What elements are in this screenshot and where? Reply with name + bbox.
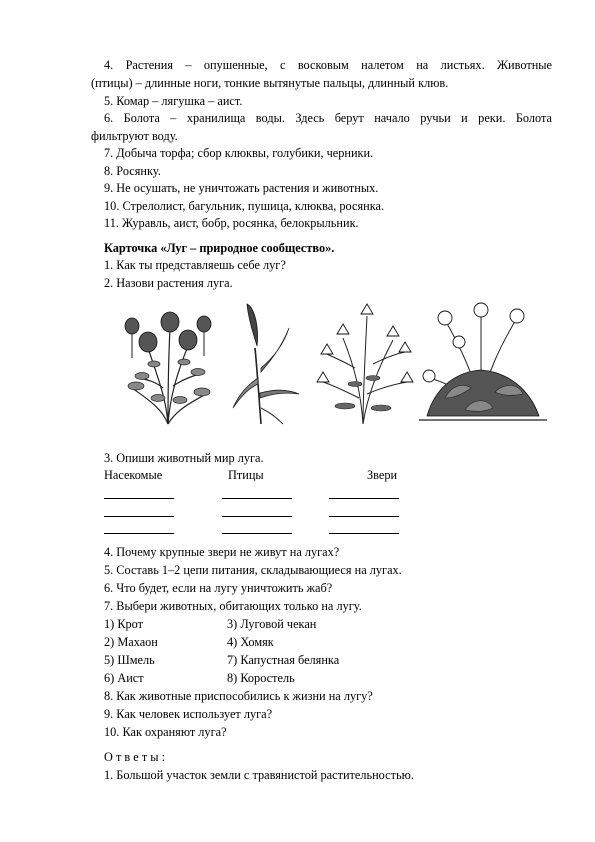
question: 2. Назови растения луга. (104, 276, 233, 290)
answer-line: 11. Журавль, аист, бобр, росянка, белокрыльник. (104, 216, 359, 230)
answer-blank[interactable] (104, 498, 174, 499)
answer-line: 1. Большой участок земли с травянистой растительностью. (104, 768, 414, 782)
option-item: 4) Хомяк (227, 635, 274, 649)
question: 4. Почему крупные звери не живут на лугах? (104, 545, 340, 559)
column-header-birds: Птицы (228, 468, 264, 482)
answer-line: 7. Добыча торфа; сбор клюквы, голубики, черники. (104, 146, 374, 160)
answers-heading: О т в е т ы : (104, 750, 166, 764)
question: 6. Что будет, если на лугу уничтожить жаб? (104, 581, 333, 595)
option-item: 2) Махаон (104, 635, 158, 649)
answer-blank[interactable] (329, 498, 399, 499)
bellflower-drawing (315, 298, 415, 426)
answer-line: 8. Росянку. (104, 164, 161, 178)
plant-illustrations (110, 298, 550, 426)
answer-line: (птицы) – длинные ноги, тонкие вытянутые пальцы, длинный клюв. (91, 76, 449, 90)
option-item: 1) Крот (104, 617, 144, 631)
column-header-beasts: Звери (367, 468, 398, 482)
card-title: Карточка «Луг – природное сообщество». (104, 241, 335, 255)
answer-blank[interactable] (329, 516, 399, 517)
question: 3. Опиши животный мир луга. (104, 451, 264, 465)
grass-spikelet-drawing (225, 298, 305, 426)
question: 7. Выбери животных, обитающих только на лугу. (104, 599, 362, 613)
answer-line: 9. Не осушать, не уничтожать растения и животных. (104, 181, 379, 195)
question: 9. Как человек использует луга? (104, 707, 273, 721)
clover-drawing (118, 298, 218, 426)
column-header-insects: Насекомые (104, 468, 163, 482)
answer-blank[interactable] (329, 533, 399, 534)
answer-line: 10. Стрелолист, багульник, пушица, клюква, росянка. (104, 199, 385, 213)
answer-blank[interactable] (222, 498, 292, 499)
option-item: 3) Луговой чекан (227, 617, 317, 631)
answer-line: 6. Болота – хранилища воды. Здесь берут начало ручьи и реки. Болота (104, 111, 552, 125)
answer-blank[interactable] (104, 533, 174, 534)
question: 10. Как охраняют луга? (104, 725, 227, 739)
question: 8. Как животные приспособились к жизни на лугу? (104, 689, 373, 703)
question: 1. Как ты представляешь себе луг? (104, 258, 286, 272)
option-item: 7) Капустная белянка (227, 653, 340, 667)
answer-line: фильтруют воду. (91, 129, 178, 143)
answer-blank[interactable] (104, 516, 174, 517)
buttercup-drawing (415, 298, 550, 426)
option-item: 5) Шмель (104, 653, 155, 667)
option-item: 8) Коростель (227, 671, 295, 685)
answer-blank[interactable] (222, 516, 292, 517)
answer-line: 5. Комар – лягушка – аист. (104, 94, 243, 108)
answer-blank[interactable] (222, 533, 292, 534)
question: 5. Составь 1–2 цепи питания, складывающиеся на лугах. (104, 563, 402, 577)
answer-line: 4. Растения – опушенные, с восковым налетом на листьях. Животные (104, 58, 552, 72)
option-item: 6) Аист (104, 671, 144, 685)
